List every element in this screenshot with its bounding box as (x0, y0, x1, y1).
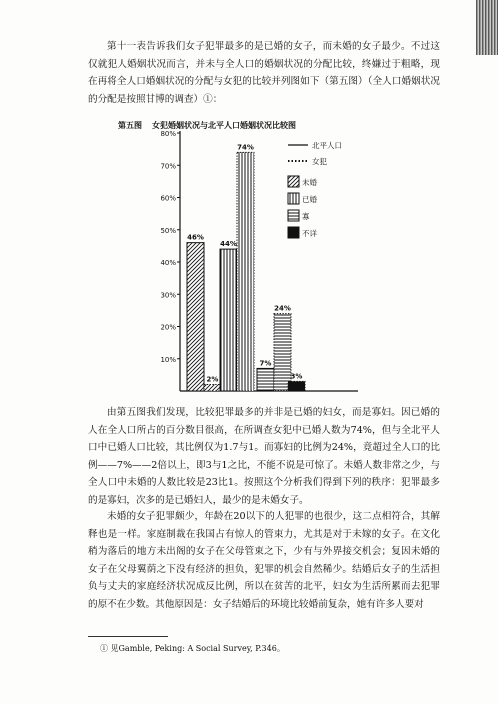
paragraph-analysis: 由第五图我们发现，比较犯罪最多的并非是已婚的妇女，而是寡妇。因已婚的人在全人口所占的百分数目很高，在所调查女犯中已婚人数为74%，但与全北平人口中已婚人口比较，其比例仅为1.7与1。而寡妇的比例为24%，竟超过全人口的比例——7%——2倍以上，即3与1之比，不能不说是可惊了。未婚人数非常之少，与全人口中未婚的人数比较是23比1。按照这个分析我们得到下列的秩序：犯罪最多的是寡妇，次多的是已婚妇人，最少的是未婚女子。 (88, 407, 440, 506)
data-label: 46% (187, 233, 204, 242)
page-edge-scan (476, 0, 498, 55)
data-label: 7% (259, 359, 272, 368)
legend-label: 北平人口 (312, 141, 342, 150)
y-tick-label: 30% (160, 291, 176, 300)
legend-label: 寡 (302, 212, 310, 221)
figure-number: 第五图 (118, 121, 142, 130)
y-tick-label: 10% (160, 355, 176, 364)
legend-swatch-2 (288, 193, 299, 204)
y-tick-label: 40% (160, 259, 176, 267)
legend-label: 不详 (302, 229, 317, 238)
legend-swatch-4 (288, 227, 299, 238)
footnote-divider (88, 636, 168, 637)
legend-swatch-1 (288, 176, 299, 187)
data-label: 44% (220, 240, 237, 249)
legend-label: 女犯 (312, 157, 327, 166)
data-label: 24% (274, 304, 291, 313)
legend-label: 已婚 (302, 195, 317, 204)
marital-status-bar-chart (130, 125, 370, 395)
data-label: 2% (206, 375, 219, 384)
bar-population-3 (257, 368, 274, 391)
y-tick-label: 70% (160, 162, 176, 171)
paragraph-intro: 第十一表告诉我们女子犯罪最多的是已婚的女子，而未婚的女子最少。不过这仅就犯人婚姻状况而言，并未与全人口的婚姻状况的分配比较，终嫌过于粗略，现在再将全人口婚姻状况的分配与女犯的比较并列图如下（第五图）（全人口婚姻状况的分配是按照甘博的调查）①： (88, 41, 440, 105)
figure-title: 女犯婚姻状况与北平人口婚姻状况比较图 (152, 121, 296, 130)
legend-swatch-3 (288, 210, 299, 221)
legend-label: 未婚 (302, 178, 317, 187)
bar-population-1 (187, 243, 204, 391)
y-tick-label: 80% (160, 130, 176, 138)
paragraph-explanation: 未婚的女子犯罪颇少，年龄在20以下的人犯罪的也很少，这二点相符合，其解释也是一样。家庭制裁在我国占有惊人的管束力，尤其是对于未嫁的女子。在文化稍为落后的地方未出阁的女子在父母管束之下，少有与外界接交机会；复因未婚的女子在父母翼荫之下没有经济的担负，犯罪的机会自然稀少。结婚后女子的生活担负与丈夫的家庭经济状况成反比例，所以在贫苦的北平，妇女为生活所累而去犯罪的原不在少数。其他原因是：女子结婚后的环境比较婚前复杂，她有许多人要对 (88, 511, 440, 610)
bar-female-offender-3 (274, 314, 291, 391)
bar-female-offender-4 (288, 381, 305, 391)
y-tick-label: 50% (160, 226, 176, 235)
bar-population-2 (220, 249, 237, 391)
y-tick-label: 20% (160, 323, 176, 332)
y-tick-label: 60% (160, 194, 176, 203)
footnote: ① 见Gamble, Peking: A Social Survey, P.346。 (100, 644, 285, 653)
data-label: 3% (290, 372, 303, 381)
bar-female-offender-2 (237, 152, 254, 391)
data-label: 74% (237, 143, 254, 152)
bar-female-offender-1 (204, 385, 221, 391)
